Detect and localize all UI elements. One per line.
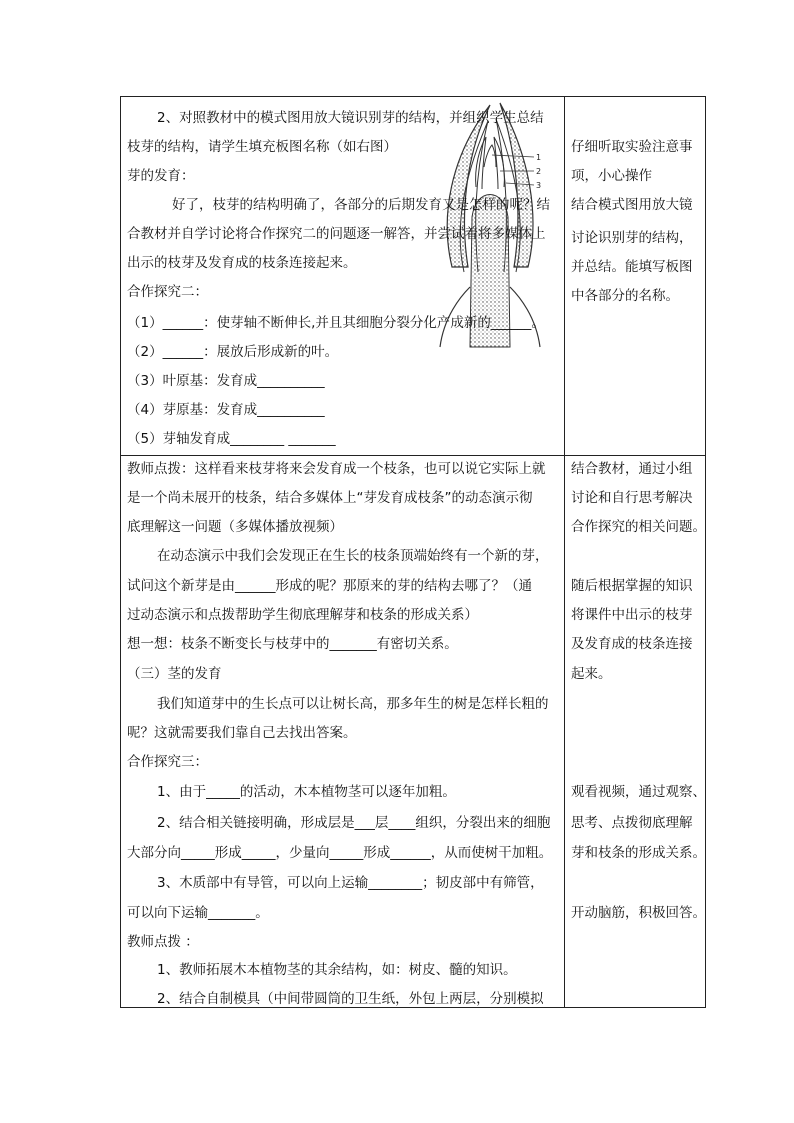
side-line: 仔细听取实验注意事 xyxy=(571,139,693,155)
side-line: 讨论和自行思考解决 xyxy=(571,490,693,506)
main-line: 2、对照教材中的模式图用放大镜识别芽的结构，并组织学生总结 xyxy=(157,110,544,126)
side-line: 思考、点拨彻底理解 xyxy=(571,815,693,831)
main-line: 合作探究三： xyxy=(127,754,208,770)
main-line: 想一想：枝条不断变长与枝芽中的_______有密切关系。 xyxy=(127,636,458,652)
main-line: （1）______：使芽轴不断伸长,并且其细胞分裂分化产成新的______。 xyxy=(127,315,545,331)
side-line: 结合教材，通过小组 xyxy=(571,461,693,477)
main-line: 教师点拨 ： xyxy=(127,934,199,950)
figure-label-3: 3 xyxy=(536,181,542,190)
main-line: （三）茎的发育 xyxy=(127,666,222,682)
side-line: 合作探究的相关问题。 xyxy=(571,519,706,535)
main-line: 好了，枝芽的结构明确了，各部分的后期发育又是怎样的呢？结 xyxy=(172,197,550,213)
side-line: 结合模式图用放大镜 xyxy=(571,197,693,213)
side-line: 观看视频，通过观察、 xyxy=(571,784,706,800)
main-line: 可以向下运输_______。 xyxy=(127,905,269,921)
main-line: 2、结合相关链接明确，形成层是___层____组织，分裂出来的细胞 xyxy=(157,815,551,831)
main-line: 我们知道芽中的生长点可以让树长高，那多年生的树是怎样长粗的 xyxy=(157,696,549,712)
main-line: （4）芽原基：发育成__________ xyxy=(127,402,325,418)
main-line: （5）芽轴发育成________ _______ xyxy=(127,431,336,447)
bud-structure-figure xyxy=(430,97,550,349)
side-line: 中各部分的名称。 xyxy=(571,288,679,304)
main-line: 3、木质部中有导管，可以向上运输________；韧皮部中有筛管， xyxy=(157,875,544,891)
figure-label-1: 1 xyxy=(536,153,542,162)
main-line: 是一个尚未展开的枝条，结合多媒体上“芽发育成枝条”的动态演示彻 xyxy=(127,490,533,506)
side-line: 开动脑筋，积极回答。 xyxy=(571,905,706,921)
main-line: 大部分向_____形成_____，少量向_____形成______，从而使树干加粗。 xyxy=(127,845,553,861)
main-line: （3）叶原基：发育成__________ xyxy=(127,373,325,389)
main-line: 试问这个新芽是由______形成的呢？那原来的芽的结构去哪了？（通 xyxy=(127,578,532,594)
side-line: 将课件中出示的枝芽 xyxy=(571,607,693,623)
side-line: 及发育成的枝条连接 xyxy=(571,636,693,652)
main-line: 教师点拨：这样看来枝芽将来会发育成一个枝条，也可以说它实际上就 xyxy=(127,461,546,477)
column-divider xyxy=(564,96,565,1008)
main-line: 呢？这就需要我们靠自己去找出答案。 xyxy=(127,725,357,741)
side-line: 项，小心操作 xyxy=(571,168,652,184)
main-line: （2）______：展放后形成新的叶。 xyxy=(127,344,339,360)
main-line: 过动态演示和点拨帮助学生彻底理解芽和枝条的形成关系） xyxy=(127,607,478,623)
row-divider xyxy=(121,455,705,456)
main-line: 合作探究二： xyxy=(127,284,208,300)
main-line: 1、教师拓展木本植物茎的其余结构，如：树皮、髓的知识。 xyxy=(157,962,517,978)
main-line: 出示的枝芽及发育成的枝条连接起来。 xyxy=(127,255,357,271)
side-line: 芽和枝条的形成关系。 xyxy=(571,845,706,861)
main-line: 枝芽的结构，请学生填充板图名称（如右图） xyxy=(127,139,397,155)
main-line: 1、由于_____的活动，木本植物茎可以逐年加粗。 xyxy=(157,784,456,800)
figure-label-2: 2 xyxy=(536,167,542,176)
main-line: 芽的发育： xyxy=(127,168,195,184)
main-line: 2、结合自制模具（中间带圆筒的卫生纸，外包上两层，分别模拟 xyxy=(157,991,544,1007)
side-line: 并总结。能填写板图 xyxy=(571,259,693,275)
main-line: 在动态演示中我们会发现正在生长的枝条顶端始终有一个新的芽， xyxy=(157,548,549,564)
side-line: 起来。 xyxy=(571,666,612,682)
main-line: 底理解这一问题（多媒体播放视频） xyxy=(127,519,343,535)
side-line: 随后根据掌握的知识 xyxy=(571,578,693,594)
main-line: 合教材并自学讨论将合作探究二的问题逐一解答，并尝试着将多媒体上 xyxy=(127,226,546,242)
side-line: 讨论识别芽的结构， xyxy=(571,230,693,246)
